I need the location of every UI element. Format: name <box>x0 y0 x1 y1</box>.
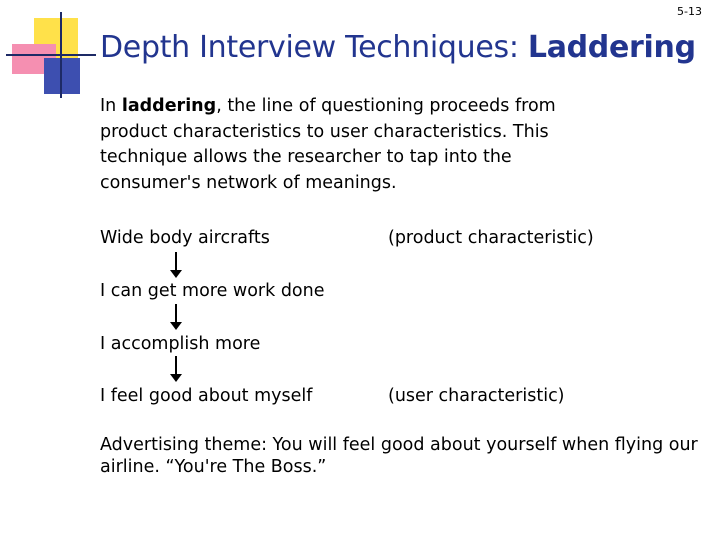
slide-title <box>100 30 696 65</box>
horizontal-rule <box>6 54 96 56</box>
ladder-step-2: I can get more work done <box>100 281 325 301</box>
title-emphasis: Laddering <box>527 30 696 65</box>
ladder-step-4: I feel good about myself <box>100 386 313 406</box>
down-arrow-icon <box>170 252 182 278</box>
ladder-note-user: (user characteristic) <box>388 386 565 406</box>
ladder-note-product: (product characteristic) <box>388 228 594 248</box>
down-arrow-icon <box>170 356 182 382</box>
intro-paragraph <box>100 94 600 196</box>
ladder-step-1: Wide body aircrafts <box>100 228 270 248</box>
blue-square <box>44 58 80 94</box>
slide-number: 5-13 <box>677 5 702 18</box>
intro-lead: In <box>100 96 122 116</box>
intro-rest: , the line of questioning proceeds from product characteristics to user characteristics. This technique allows the researcher to tap into the consumer's network of meanings. <box>100 96 556 193</box>
intro-term: laddering <box>121 96 217 116</box>
ladder-step-3: I accomplish more <box>100 334 261 354</box>
title-prefix: Depth Interview Techniques: <box>100 30 528 65</box>
advertising-theme: Advertising theme: You will feel good about yourself when flying our airline. “You're The Boss.” <box>100 435 698 477</box>
down-arrow-icon <box>170 304 182 330</box>
